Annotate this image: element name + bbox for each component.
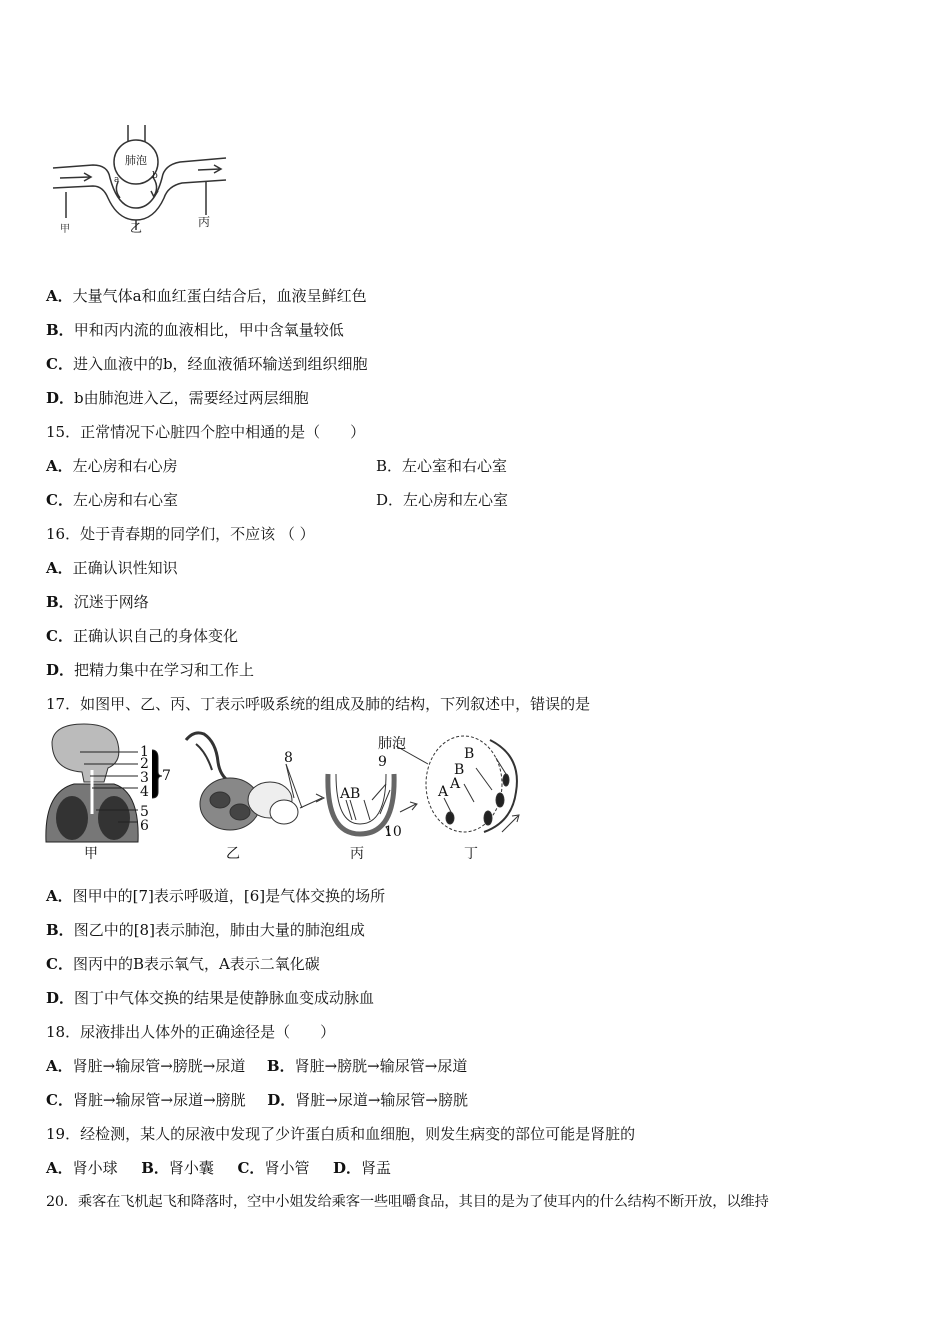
q16-option-c-text: 正确认识自己的身体变化 xyxy=(72,627,238,645)
caption-yi: 乙 xyxy=(226,846,240,862)
q14-option-b-text: 甲和丙内流的血液相比，甲中含氧量较低 xyxy=(73,321,344,339)
label-jia: 甲 xyxy=(60,224,70,235)
label-a-bing: A xyxy=(340,786,351,802)
q14-option-c-key: C． xyxy=(46,355,73,373)
num-9: 9 xyxy=(378,754,387,770)
label-a1-ding: A xyxy=(450,776,461,792)
panel-yi xyxy=(186,733,324,830)
alveolus-label: 肺泡 xyxy=(125,154,147,167)
q16-stem: 16．处于青春期的同学们，不应该 （ ） xyxy=(46,525,315,543)
q17-option-c xyxy=(46,954,320,974)
q15-option-d-key: D． xyxy=(376,491,404,509)
label-a2-ding: A xyxy=(438,784,449,800)
q18-stem: 18．尿液排出人体外的正确途径是（ ） xyxy=(46,1023,336,1041)
q19-option-d-key: D． xyxy=(333,1159,362,1177)
q14-option-b-key: B． xyxy=(46,321,74,339)
q14-option-a xyxy=(46,286,367,306)
q18-option-c-text: 肾脏→输尿管→尿道→膀胱 xyxy=(72,1091,246,1109)
label-b-bing: B xyxy=(350,786,361,802)
q15-option-d xyxy=(376,490,508,510)
q15-option-b-key: B． xyxy=(376,457,403,475)
q16-option-d xyxy=(46,660,254,680)
q14-option-b xyxy=(46,320,344,340)
num-10: 10 xyxy=(384,824,402,840)
q15-option-d-text: 左心房和左心室 xyxy=(403,491,509,509)
q15-stem: 15．正常情况下心脏四个腔中相通的是（ ） xyxy=(46,423,366,441)
q18-option-d-text: 肾脏→尿道→输尿管→膀胱 xyxy=(295,1091,468,1109)
q17-option-b-text: 图乙中的[8]表示肺泡，肺由大量的肺泡组成 xyxy=(73,921,365,939)
q18-option-b-text: 肾脏→膀胱→输尿管→尿道 xyxy=(294,1057,468,1075)
respiratory-system-figure xyxy=(44,722,524,864)
num-1: 1 xyxy=(140,744,149,760)
num-8: 8 xyxy=(284,750,293,766)
q18-option-b-key: B． xyxy=(266,1057,295,1075)
q16-option-c-key: C． xyxy=(46,627,73,645)
num-3: 3 xyxy=(140,770,149,786)
q20-stem: 20．乘客在飞机起飞和降落时，空中小姐发给乘客一些咀嚼食品，其目的是为了使耳内的什么结构不断开放，以维持 xyxy=(46,1194,769,1210)
q19-stem: 19．经检测，某人的尿液中发现了少许蛋白质和血细胞，则发生病变的部位可能是肾脏的 xyxy=(46,1125,636,1143)
q19-option-b-text: 肾小囊 xyxy=(168,1159,214,1177)
q18-option-a-key: A． xyxy=(46,1057,73,1075)
q19-option-d-text: 肾盂 xyxy=(361,1159,392,1177)
q17-option-b xyxy=(46,920,365,940)
respiratory-system-diagram xyxy=(44,722,524,864)
q15-option-a-key: A． xyxy=(46,457,73,475)
num-6: 6 xyxy=(140,818,149,834)
q18-options-cd xyxy=(46,1090,468,1110)
label-a: a xyxy=(114,175,120,185)
q15-option-c-key: C． xyxy=(46,491,73,509)
q16-option-a-text: 正确认识性知识 xyxy=(72,559,178,577)
label-yi: 乙 xyxy=(130,221,143,235)
q17-option-d xyxy=(46,988,374,1008)
q14-option-a-key: A． xyxy=(46,287,73,305)
q17-option-a-text: 图甲中的[7]表示呼吸道，[6]是气体交换的场所 xyxy=(72,887,386,905)
q17-option-b-key: B． xyxy=(46,921,74,939)
label-b2-ding: B xyxy=(454,762,465,778)
q16-option-b-key: B． xyxy=(46,593,74,611)
num-2: 2 xyxy=(140,756,149,772)
q17-option-c-text: 图丙中的B表示氧气，A表示二氧化碳 xyxy=(72,955,320,973)
alveolus-capillary-diagram xyxy=(48,120,238,240)
q17-option-a xyxy=(46,886,385,906)
q17-option-d-key: D． xyxy=(46,989,75,1007)
q14-option-c-text: 进入血液中的b，经血液循环输送到组织细胞 xyxy=(72,355,368,373)
q14-option-a-text: 大量气体a和血红蛋白结合后，血液呈鲜红色 xyxy=(72,287,367,305)
label-b1-ding: B xyxy=(464,746,475,762)
label-b: b xyxy=(152,171,158,181)
q18-option-a-text: 肾脏→输尿管→膀胱→尿道 xyxy=(72,1057,246,1075)
q18-options-ab xyxy=(46,1056,467,1076)
panel-bing xyxy=(328,774,417,836)
q19-option-b-key: B． xyxy=(141,1159,169,1177)
q17-option-d-text: 图丁中气体交换的结果是使静脉血变成动脉血 xyxy=(74,989,375,1007)
q16-option-b xyxy=(46,592,149,612)
q15-option-c xyxy=(46,490,178,510)
q16-option-d-text: 把精力集中在学习和工作上 xyxy=(74,661,255,679)
q15-option-b xyxy=(376,456,507,476)
q14-option-c xyxy=(46,354,368,374)
q18-option-c-key: C． xyxy=(46,1091,73,1109)
q17-option-c-key: C． xyxy=(46,955,73,973)
q19-option-a-key: A． xyxy=(46,1159,73,1177)
q19-option-c-key: C． xyxy=(237,1159,265,1177)
num-7: 7 xyxy=(162,768,171,784)
caption-ding: 丁 xyxy=(464,846,478,862)
caption-bing: 丙 xyxy=(350,846,364,862)
q14-option-d-key: D． xyxy=(46,389,75,407)
num-4: 4 xyxy=(140,784,149,800)
num-5: 5 xyxy=(140,804,149,820)
q15-option-c-text: 左心房和右心室 xyxy=(72,491,178,509)
q19-option-a-text: 肾小球 xyxy=(72,1159,118,1177)
caption-jia: 甲 xyxy=(84,846,98,862)
label-bing: 丙 xyxy=(198,215,211,229)
q16-option-c xyxy=(46,626,238,646)
q15-option-b-text: 左心室和右心室 xyxy=(402,457,508,475)
q16-option-d-key: D． xyxy=(46,661,75,679)
q15-option-a-text: 左心房和右心房 xyxy=(72,457,178,475)
q17-stem: 17．如图甲、乙、丙、丁表示呼吸系统的组成及肺的结构，下列叙述中，错误的是 xyxy=(46,695,591,713)
label-alveolus-ding: 肺泡 xyxy=(378,736,406,752)
q17-option-a-key: A． xyxy=(46,887,73,905)
q16-option-a-key: A． xyxy=(46,559,73,577)
q16-option-b-text: 沉迷于网络 xyxy=(73,593,149,611)
q16-option-a xyxy=(46,558,178,578)
q18-option-d-key: D． xyxy=(267,1091,296,1109)
q14-option-d-text: b由肺泡进入乙，需要经过两层细胞 xyxy=(74,389,309,407)
alveolus-capillary-figure xyxy=(48,120,238,240)
q14-option-d xyxy=(46,388,309,408)
q19-option-c-text: 肾小管 xyxy=(264,1159,310,1177)
q15-option-a xyxy=(46,456,178,476)
q19-options xyxy=(46,1158,391,1178)
